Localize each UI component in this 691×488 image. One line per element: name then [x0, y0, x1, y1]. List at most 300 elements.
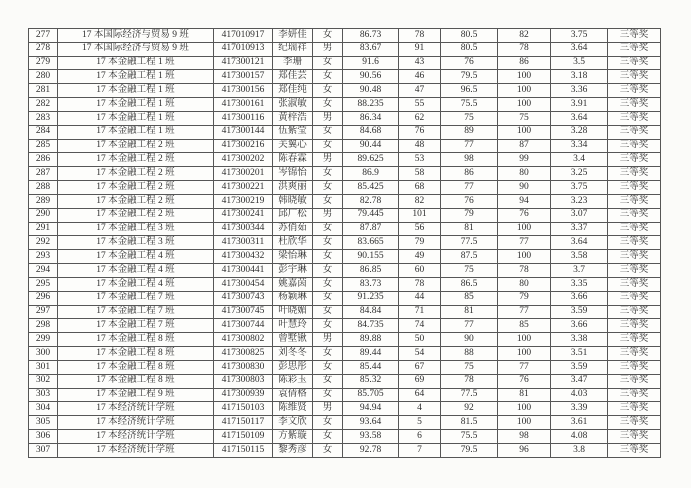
cell-gender: 女	[313, 194, 343, 208]
cell-rank: 71	[399, 305, 441, 319]
cell-student-id: 417150115	[214, 443, 273, 457]
cell-class-name: 17 本金融工程 2 班	[58, 167, 214, 181]
cell-score-2: 85	[441, 291, 498, 305]
cell-rank: 78	[399, 277, 441, 291]
cell-gpa: 3.66	[551, 319, 608, 333]
cell-score-3: 96	[498, 443, 551, 457]
cell-gender: 女	[313, 84, 343, 98]
cell-gender: 女	[313, 264, 343, 278]
cell-gender: 男	[313, 111, 343, 125]
cell-row-number: 301	[29, 360, 58, 374]
cell-student-id: 417300745	[214, 305, 273, 319]
table-row	[29, 84, 661, 98]
cell-gender: 女	[313, 277, 343, 291]
cell-row-number: 294	[29, 264, 58, 278]
cell-score-3: 87	[498, 139, 551, 153]
cell-row-number: 300	[29, 347, 58, 361]
cell-student-name: 纪瑞祥	[273, 42, 313, 56]
cell-student-name: 曾墅锹	[273, 333, 313, 347]
cell-award: 三等奖	[608, 333, 661, 347]
cell-student-id: 417300241	[214, 208, 273, 222]
cell-score-3: 80	[498, 167, 551, 181]
cell-award: 三等奖	[608, 305, 661, 319]
cell-student-id: 417300432	[214, 250, 273, 264]
cell-score-1: 85.705	[343, 388, 399, 402]
cell-award: 三等奖	[608, 388, 661, 402]
cell-rank: 79	[399, 236, 441, 250]
cell-rank: 78	[399, 29, 441, 43]
cell-student-name: 叶晓媚	[273, 305, 313, 319]
cell-award: 三等奖	[608, 194, 661, 208]
cell-score-2: 77	[441, 181, 498, 195]
cell-row-number: 286	[29, 153, 58, 167]
cell-rank: 6	[399, 430, 441, 444]
cell-gender: 女	[313, 347, 343, 361]
cell-rank: 67	[399, 360, 441, 374]
cell-student-name: 姚嘉茵	[273, 277, 313, 291]
cell-student-id: 417300121	[214, 56, 273, 70]
cell-award: 三等奖	[608, 374, 661, 388]
cell-gender: 男	[313, 153, 343, 167]
cell-rank: 7	[399, 443, 441, 457]
table-row	[29, 181, 661, 195]
cell-row-number: 288	[29, 181, 58, 195]
cell-score-2: 78	[441, 374, 498, 388]
cell-gender: 女	[313, 388, 343, 402]
cell-student-id: 417300201	[214, 167, 273, 181]
cell-gpa: 3.7	[551, 264, 608, 278]
table-row	[29, 333, 661, 347]
cell-score-3: 76	[498, 374, 551, 388]
cell-score-3: 98	[498, 430, 551, 444]
cell-award: 三等奖	[608, 125, 661, 139]
cell-student-name: 韩晓敏	[273, 194, 313, 208]
cell-score-2: 98	[441, 153, 498, 167]
cell-award: 三等奖	[608, 153, 661, 167]
cell-class-name: 17 本金融工程 8 班	[58, 333, 214, 347]
cell-student-name: 岑锦怡	[273, 167, 313, 181]
cell-gpa: 3.8	[551, 443, 608, 457]
table-row	[29, 42, 661, 56]
cell-student-id: 417010917	[214, 29, 273, 43]
cell-row-number: 302	[29, 374, 58, 388]
cell-student-name: 袁倩格	[273, 388, 313, 402]
cell-award: 三等奖	[608, 181, 661, 195]
cell-student-id: 417300144	[214, 125, 273, 139]
cell-score-2: 90	[441, 333, 498, 347]
cell-student-id: 417300744	[214, 319, 273, 333]
cell-gender: 女	[313, 416, 343, 430]
cell-row-number: 303	[29, 388, 58, 402]
cell-gpa: 3.75	[551, 29, 608, 43]
cell-score-3: 79	[498, 291, 551, 305]
cell-gender: 女	[313, 167, 343, 181]
table-row	[29, 430, 661, 444]
cell-score-1: 85.32	[343, 374, 399, 388]
cell-gender: 女	[313, 305, 343, 319]
table-row	[29, 29, 661, 43]
cell-rank: 50	[399, 333, 441, 347]
cell-gpa: 3.5	[551, 56, 608, 70]
cell-award: 三等奖	[608, 250, 661, 264]
table-row	[29, 360, 661, 374]
cell-rank: 43	[399, 56, 441, 70]
cell-student-id: 417010913	[214, 42, 273, 56]
cell-score-2: 79.5	[441, 443, 498, 457]
cell-score-3: 85	[498, 319, 551, 333]
cell-award: 三等奖	[608, 111, 661, 125]
cell-row-number: 277	[29, 29, 58, 43]
cell-gpa: 3.64	[551, 42, 608, 56]
cell-gender: 女	[313, 291, 343, 305]
cell-gender: 男	[313, 402, 343, 416]
cell-score-3: 86	[498, 56, 551, 70]
cell-class-name: 17 本经济统计学班	[58, 402, 214, 416]
cell-class-name: 17 本金融工程 8 班	[58, 374, 214, 388]
cell-score-1: 86.85	[343, 264, 399, 278]
cell-score-2: 86.5	[441, 277, 498, 291]
cell-class-name: 17 本国际经济与贸易 9 班	[58, 29, 214, 43]
cell-student-name: 杜欣华	[273, 236, 313, 250]
cell-score-1: 87.87	[343, 222, 399, 236]
cell-class-name: 17 本金融工程 4 班	[58, 277, 214, 291]
cell-student-id: 417300939	[214, 388, 273, 402]
table-row	[29, 139, 661, 153]
cell-class-name: 17 本经济统计学班	[58, 443, 214, 457]
cell-student-id: 417300344	[214, 222, 273, 236]
cell-gpa: 3.59	[551, 305, 608, 319]
cell-score-1: 86.9	[343, 167, 399, 181]
cell-gpa: 4.08	[551, 430, 608, 444]
cell-rank: 101	[399, 208, 441, 222]
cell-score-3: 77	[498, 360, 551, 374]
cell-award: 三等奖	[608, 222, 661, 236]
cell-award: 三等奖	[608, 208, 661, 222]
cell-score-1: 93.64	[343, 416, 399, 430]
cell-student-name: 苏俏茹	[273, 222, 313, 236]
cell-gpa: 3.61	[551, 416, 608, 430]
cell-award: 三等奖	[608, 430, 661, 444]
cell-score-1: 89.625	[343, 153, 399, 167]
cell-class-name: 17 本金融工程 4 班	[58, 264, 214, 278]
cell-award: 三等奖	[608, 360, 661, 374]
cell-student-name: 郑佳纯	[273, 84, 313, 98]
cell-score-3: 80	[498, 277, 551, 291]
cell-rank: 54	[399, 347, 441, 361]
cell-gpa: 3.58	[551, 250, 608, 264]
cell-score-3: 100	[498, 125, 551, 139]
cell-award: 三等奖	[608, 84, 661, 98]
student-award-table	[28, 28, 661, 458]
cell-student-id: 417150109	[214, 430, 273, 444]
cell-score-1: 93.58	[343, 430, 399, 444]
cell-class-name: 17 本国际经济与贸易 9 班	[58, 42, 214, 56]
cell-row-number: 307	[29, 443, 58, 457]
cell-gpa: 3.64	[551, 111, 608, 125]
cell-gender: 女	[313, 98, 343, 112]
cell-row-number: 304	[29, 402, 58, 416]
cell-score-2: 79	[441, 208, 498, 222]
cell-award: 三等奖	[608, 443, 661, 457]
cell-gpa: 4.03	[551, 388, 608, 402]
cell-class-name: 17 本金融工程 1 班	[58, 125, 214, 139]
cell-gender: 女	[313, 250, 343, 264]
cell-class-name: 17 本金融工程 8 班	[58, 347, 214, 361]
cell-student-id: 417300311	[214, 236, 273, 250]
cell-score-1: 91.6	[343, 56, 399, 70]
cell-score-2: 81	[441, 222, 498, 236]
cell-score-3: 77	[498, 305, 551, 319]
cell-score-3: 78	[498, 42, 551, 56]
cell-student-name: 李妍佳	[273, 29, 313, 43]
cell-class-name: 17 本金融工程 2 班	[58, 139, 214, 153]
cell-student-name: 郑佳芸	[273, 70, 313, 84]
cell-class-name: 17 本金融工程 2 班	[58, 181, 214, 195]
cell-class-name: 17 本金融工程 1 班	[58, 84, 214, 98]
cell-rank: 69	[399, 374, 441, 388]
table-row	[29, 374, 661, 388]
cell-score-1: 85.425	[343, 181, 399, 195]
cell-score-3: 100	[498, 84, 551, 98]
cell-row-number: 278	[29, 42, 58, 56]
table-row	[29, 70, 661, 84]
cell-award: 三等奖	[608, 347, 661, 361]
cell-award: 三等奖	[608, 236, 661, 250]
cell-rank: 64	[399, 388, 441, 402]
cell-class-name: 17 本金融工程 3 班	[58, 222, 214, 236]
cell-score-1: 90.48	[343, 84, 399, 98]
cell-gpa: 3.36	[551, 84, 608, 98]
cell-score-1: 90.155	[343, 250, 399, 264]
cell-award: 三等奖	[608, 319, 661, 333]
cell-row-number: 290	[29, 208, 58, 222]
cell-student-name: 张淑敏	[273, 98, 313, 112]
cell-score-1: 94.94	[343, 402, 399, 416]
cell-gender: 女	[313, 139, 343, 153]
cell-score-1: 79.445	[343, 208, 399, 222]
cell-score-3: 100	[498, 416, 551, 430]
cell-row-number: 282	[29, 98, 58, 112]
cell-score-2: 87.5	[441, 250, 498, 264]
cell-gender: 女	[313, 236, 343, 250]
table-row	[29, 347, 661, 361]
cell-score-3: 100	[498, 347, 551, 361]
cell-student-name: 陈春霖	[273, 153, 313, 167]
cell-student-name: 彭思彤	[273, 360, 313, 374]
cell-score-2: 86	[441, 167, 498, 181]
cell-gpa: 3.4	[551, 153, 608, 167]
cell-rank: 46	[399, 70, 441, 84]
cell-gpa: 3.66	[551, 291, 608, 305]
cell-score-3: 100	[498, 333, 551, 347]
cell-score-1: 83.665	[343, 236, 399, 250]
cell-rank: 62	[399, 111, 441, 125]
cell-student-name: 杨颖琳	[273, 291, 313, 305]
cell-score-3: 100	[498, 70, 551, 84]
cell-score-1: 90.44	[343, 139, 399, 153]
cell-score-2: 76	[441, 194, 498, 208]
table-row	[29, 250, 661, 264]
cell-score-3: 82	[498, 29, 551, 43]
cell-gender: 女	[313, 443, 343, 457]
cell-student-name: 洪爽丽	[273, 181, 313, 195]
cell-student-name: 陈维贤	[273, 402, 313, 416]
cell-score-1: 86.73	[343, 29, 399, 43]
cell-gender: 男	[313, 42, 343, 56]
cell-score-2: 75	[441, 264, 498, 278]
cell-rank: 5	[399, 416, 441, 430]
table-row	[29, 125, 661, 139]
cell-student-name: 方紫璇	[273, 430, 313, 444]
cell-gender: 女	[313, 430, 343, 444]
cell-score-3: 75	[498, 111, 551, 125]
cell-class-name: 17 本经济统计学班	[58, 430, 214, 444]
cell-gpa: 3.23	[551, 194, 608, 208]
table-row	[29, 443, 661, 457]
cell-gpa: 3.91	[551, 98, 608, 112]
table-row	[29, 388, 661, 402]
cell-student-id: 417300156	[214, 84, 273, 98]
cell-score-3: 81	[498, 388, 551, 402]
table-row	[29, 208, 661, 222]
cell-score-2: 80.5	[441, 42, 498, 56]
cell-award: 三等奖	[608, 56, 661, 70]
cell-student-name: 彭宇琳	[273, 264, 313, 278]
cell-class-name: 17 本金融工程 7 班	[58, 305, 214, 319]
cell-rank: 82	[399, 194, 441, 208]
cell-student-id: 417150117	[214, 416, 273, 430]
cell-rank: 4	[399, 402, 441, 416]
cell-class-name: 17 本金融工程 4 班	[58, 250, 214, 264]
cell-gpa: 3.59	[551, 360, 608, 374]
cell-award: 三等奖	[608, 42, 661, 56]
cell-rank: 60	[399, 264, 441, 278]
cell-gpa: 3.18	[551, 70, 608, 84]
cell-student-name: 黄梓浩	[273, 111, 313, 125]
table-row	[29, 194, 661, 208]
cell-award: 三等奖	[608, 277, 661, 291]
cell-gpa: 3.39	[551, 402, 608, 416]
cell-gpa: 3.47	[551, 374, 608, 388]
cell-score-1: 89.44	[343, 347, 399, 361]
cell-class-name: 17 本金融工程 1 班	[58, 56, 214, 70]
table-row	[29, 319, 661, 333]
cell-score-2: 81.5	[441, 416, 498, 430]
cell-score-3: 100	[498, 98, 551, 112]
cell-rank: 76	[399, 125, 441, 139]
cell-score-2: 75.5	[441, 430, 498, 444]
cell-rank: 44	[399, 291, 441, 305]
cell-row-number: 284	[29, 125, 58, 139]
cell-student-name: 伍紫莹	[273, 125, 313, 139]
cell-score-2: 96.5	[441, 84, 498, 98]
cell-gender: 男	[313, 208, 343, 222]
cell-student-id: 417300803	[214, 374, 273, 388]
cell-gender: 男	[313, 333, 343, 347]
cell-gender: 女	[313, 56, 343, 70]
table-row	[29, 222, 661, 236]
cell-row-number: 287	[29, 167, 58, 181]
cell-gpa: 3.38	[551, 333, 608, 347]
cell-gpa: 3.28	[551, 125, 608, 139]
cell-score-3: 94	[498, 194, 551, 208]
cell-row-number: 305	[29, 416, 58, 430]
table-row	[29, 236, 661, 250]
table-body	[29, 29, 661, 458]
cell-class-name: 17 本金融工程 1 班	[58, 111, 214, 125]
cell-class-name: 17 本金融工程 1 班	[58, 70, 214, 84]
cell-gpa: 3.34	[551, 139, 608, 153]
cell-score-1: 92.78	[343, 443, 399, 457]
table-row	[29, 402, 661, 416]
cell-score-1: 88.235	[343, 98, 399, 112]
cell-score-3: 99	[498, 153, 551, 167]
cell-student-name: 黎秀彦	[273, 443, 313, 457]
cell-score-3: 77	[498, 236, 551, 250]
cell-score-2: 77.5	[441, 236, 498, 250]
cell-student-id: 417300825	[214, 347, 273, 361]
cell-score-3: 100	[498, 250, 551, 264]
cell-gpa: 3.64	[551, 236, 608, 250]
cell-rank: 48	[399, 139, 441, 153]
cell-rank: 56	[399, 222, 441, 236]
cell-student-id: 417300116	[214, 111, 273, 125]
cell-row-number: 297	[29, 305, 58, 319]
cell-award: 三等奖	[608, 264, 661, 278]
table-row	[29, 98, 661, 112]
cell-score-1: 83.73	[343, 277, 399, 291]
cell-student-id: 417300802	[214, 333, 273, 347]
table-row	[29, 291, 661, 305]
cell-student-name: 叶慧玲	[273, 319, 313, 333]
cell-gpa: 3.25	[551, 167, 608, 181]
cell-class-name: 17 本金融工程 2 班	[58, 208, 214, 222]
cell-score-1: 84.735	[343, 319, 399, 333]
cell-row-number: 283	[29, 111, 58, 125]
cell-rank: 58	[399, 167, 441, 181]
table-row	[29, 56, 661, 70]
cell-student-name: 刘冬冬	[273, 347, 313, 361]
cell-rank: 49	[399, 250, 441, 264]
cell-student-id: 417300441	[214, 264, 273, 278]
cell-student-name: 邱广松	[273, 208, 313, 222]
cell-student-id: 417300216	[214, 139, 273, 153]
cell-gpa: 3.35	[551, 277, 608, 291]
cell-score-1: 89.88	[343, 333, 399, 347]
cell-student-name: 关翼心	[273, 139, 313, 153]
cell-award: 三等奖	[608, 167, 661, 181]
cell-student-id: 417300221	[214, 181, 273, 195]
cell-student-name: 李文欣	[273, 416, 313, 430]
cell-score-1: 84.84	[343, 305, 399, 319]
cell-row-number: 292	[29, 236, 58, 250]
cell-score-3: 90	[498, 181, 551, 195]
cell-score-3: 100	[498, 402, 551, 416]
cell-rank: 68	[399, 181, 441, 195]
cell-row-number: 306	[29, 430, 58, 444]
table-row	[29, 153, 661, 167]
cell-score-2: 89	[441, 125, 498, 139]
cell-rank: 47	[399, 84, 441, 98]
cell-score-3: 100	[498, 222, 551, 236]
cell-student-id: 417300830	[214, 360, 273, 374]
table-row	[29, 264, 661, 278]
cell-gender: 女	[313, 181, 343, 195]
cell-gpa: 3.75	[551, 181, 608, 195]
cell-student-id: 417300202	[214, 153, 273, 167]
cell-gender: 女	[313, 70, 343, 84]
cell-student-name: 李珊	[273, 56, 313, 70]
